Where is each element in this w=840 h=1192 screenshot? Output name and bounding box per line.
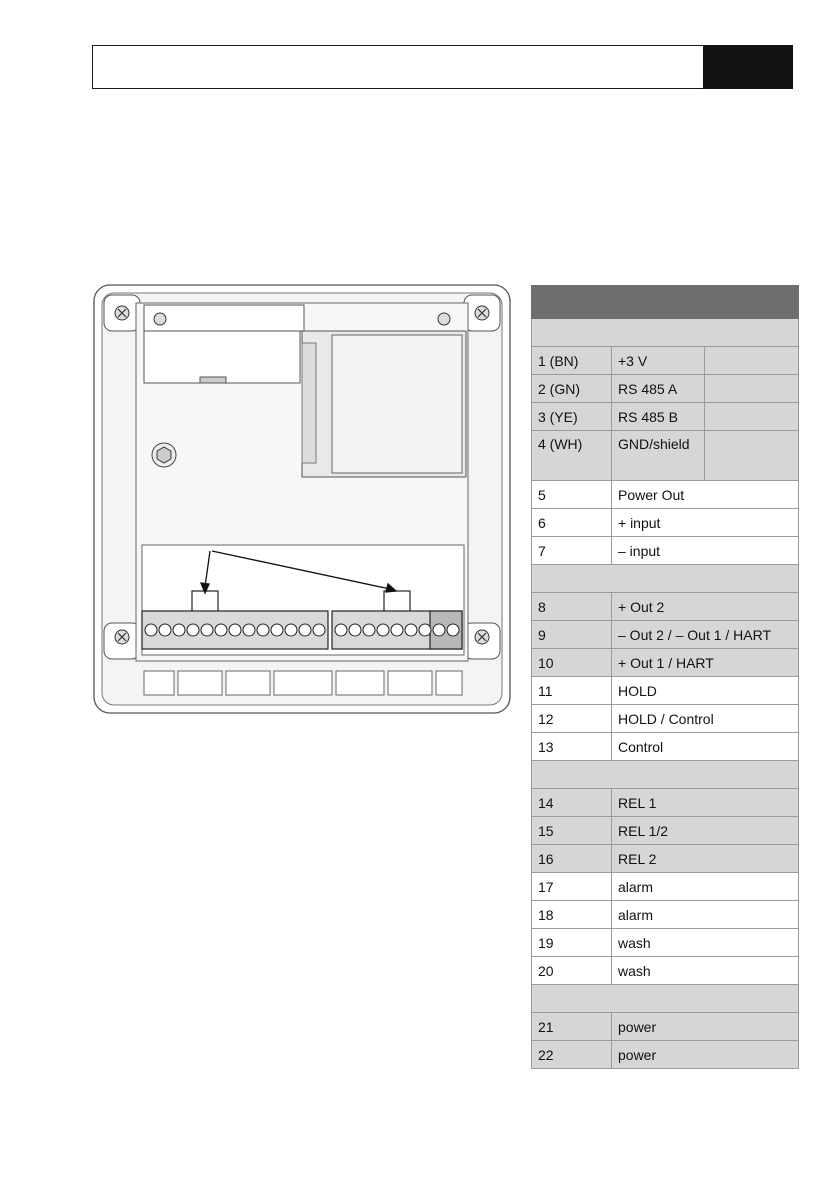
terminal-function: +3 V <box>612 347 705 375</box>
terminal-screw-icon <box>433 624 445 636</box>
terminal-screw-icon <box>271 624 283 636</box>
terminal-screw-icon <box>313 624 325 636</box>
terminal-function: RS 485 B <box>612 403 705 431</box>
terminal-number: 20 <box>532 957 612 985</box>
table-section-row <box>532 565 799 593</box>
terminal-screw-icon <box>187 624 199 636</box>
terminal-number: 17 <box>532 873 612 901</box>
screw-icon <box>438 313 450 325</box>
terminal-function: wash <box>612 957 799 985</box>
terminal-row <box>532 845 799 873</box>
terminal-number: 1 (BN) <box>532 347 612 375</box>
terminal-number: 21 <box>532 1013 612 1041</box>
terminal-function: REL 1/2 <box>612 817 799 845</box>
terminal-number: 5 <box>532 481 612 509</box>
terminal-row <box>532 817 799 845</box>
screw-icon <box>154 313 166 325</box>
terminal-row <box>532 649 799 677</box>
terminal-number: 12 <box>532 705 612 733</box>
terminal-number: 4 (WH) <box>532 431 612 481</box>
terminal-screw-icon <box>299 624 311 636</box>
table-section-row <box>532 319 799 347</box>
terminal-row <box>532 733 799 761</box>
terminal-number: 11 <box>532 677 612 705</box>
terminal-row <box>532 901 799 929</box>
table-header-row <box>532 286 799 319</box>
terminal-row <box>532 1041 799 1069</box>
terminal-screw-icon <box>173 624 185 636</box>
terminal-screw-icon <box>285 624 297 636</box>
terminal-screw-icon <box>419 624 431 636</box>
terminal-function: HOLD / Control <box>612 705 799 733</box>
terminal-function: power <box>612 1041 799 1069</box>
terminal-function: REL 2 <box>612 845 799 873</box>
terminal-screw-icon <box>257 624 269 636</box>
terminal-screw-icon <box>349 624 361 636</box>
chapter-tab <box>703 45 793 89</box>
terminal-function: – Out 2 / – Out 1 / HART <box>612 621 799 649</box>
terminal-row <box>532 431 799 481</box>
terminal-number: 9 <box>532 621 612 649</box>
terminal-function: GND/shield <box>612 431 705 481</box>
terminal-screw-icon <box>201 624 213 636</box>
table-section-row <box>532 985 799 1013</box>
terminal-function: + Out 1 / HART <box>612 649 799 677</box>
hex-nut-icon <box>152 443 176 467</box>
terminal-row <box>532 873 799 901</box>
terminal-function: HOLD <box>612 677 799 705</box>
terminal-number: 15 <box>532 817 612 845</box>
terminal-number: 7 <box>532 537 612 565</box>
terminal-extra <box>705 431 799 481</box>
terminal-row <box>532 621 799 649</box>
terminal-screw-icon <box>215 624 227 636</box>
terminal-function: Power Out <box>612 481 799 509</box>
terminal-number: 3 (YE) <box>532 403 612 431</box>
terminal-function: REL 1 <box>612 789 799 817</box>
terminal-row <box>532 789 799 817</box>
terminal-number: 19 <box>532 929 612 957</box>
terminal-screw-icon <box>145 624 157 636</box>
terminal-number: 16 <box>532 845 612 873</box>
terminal-function: RS 485 A <box>612 375 705 403</box>
terminal-function: wash <box>612 929 799 957</box>
terminal-row <box>532 481 799 509</box>
top-connector-strip <box>144 305 304 331</box>
terminal-number: 14 <box>532 789 612 817</box>
terminal-row <box>532 509 799 537</box>
terminal-extra <box>705 403 799 431</box>
terminal-function: – input <box>612 537 799 565</box>
terminal-function: + Out 2 <box>612 593 799 621</box>
terminal-screw-icon <box>335 624 347 636</box>
terminal-row <box>532 537 799 565</box>
table-section-row <box>532 761 799 789</box>
terminal-number: 18 <box>532 901 612 929</box>
cable-glands <box>144 671 462 695</box>
terminal-number: 2 (GN) <box>532 375 612 403</box>
terminal-screw-icon <box>229 624 241 636</box>
terminal-extra <box>705 375 799 403</box>
terminal-row <box>532 957 799 985</box>
terminal-screw-icon <box>159 624 171 636</box>
terminal-function: alarm <box>612 873 799 901</box>
top-left-module <box>144 331 300 383</box>
terminal-row <box>532 1013 799 1041</box>
terminal-screw-icon <box>447 624 459 636</box>
terminal-number: 10 <box>532 649 612 677</box>
terminal-row <box>532 403 799 431</box>
terminal-screws-right <box>335 624 459 636</box>
terminal-number: 6 <box>532 509 612 537</box>
terminal-row <box>532 593 799 621</box>
terminal-screw-icon <box>377 624 389 636</box>
wiring-terminal-figure <box>92 283 512 715</box>
terminal-function: Control <box>612 733 799 761</box>
terminal-row <box>532 677 799 705</box>
terminal-screw-icon <box>405 624 417 636</box>
terminal-function: power <box>612 1013 799 1041</box>
terminal-function: + input <box>612 509 799 537</box>
terminal-row <box>532 347 799 375</box>
terminal-assignment-table <box>531 285 799 1069</box>
terminal-screw-icon <box>363 624 375 636</box>
terminal-function: alarm <box>612 901 799 929</box>
terminal-row <box>532 929 799 957</box>
terminal-row <box>532 705 799 733</box>
terminal-number: 8 <box>532 593 612 621</box>
terminal-extra <box>705 347 799 375</box>
terminal-screw-icon <box>391 624 403 636</box>
terminal-screw-icon <box>243 624 255 636</box>
terminal-number: 22 <box>532 1041 612 1069</box>
terminal-row <box>532 375 799 403</box>
page-header-box <box>92 45 792 89</box>
terminal-number: 13 <box>532 733 612 761</box>
